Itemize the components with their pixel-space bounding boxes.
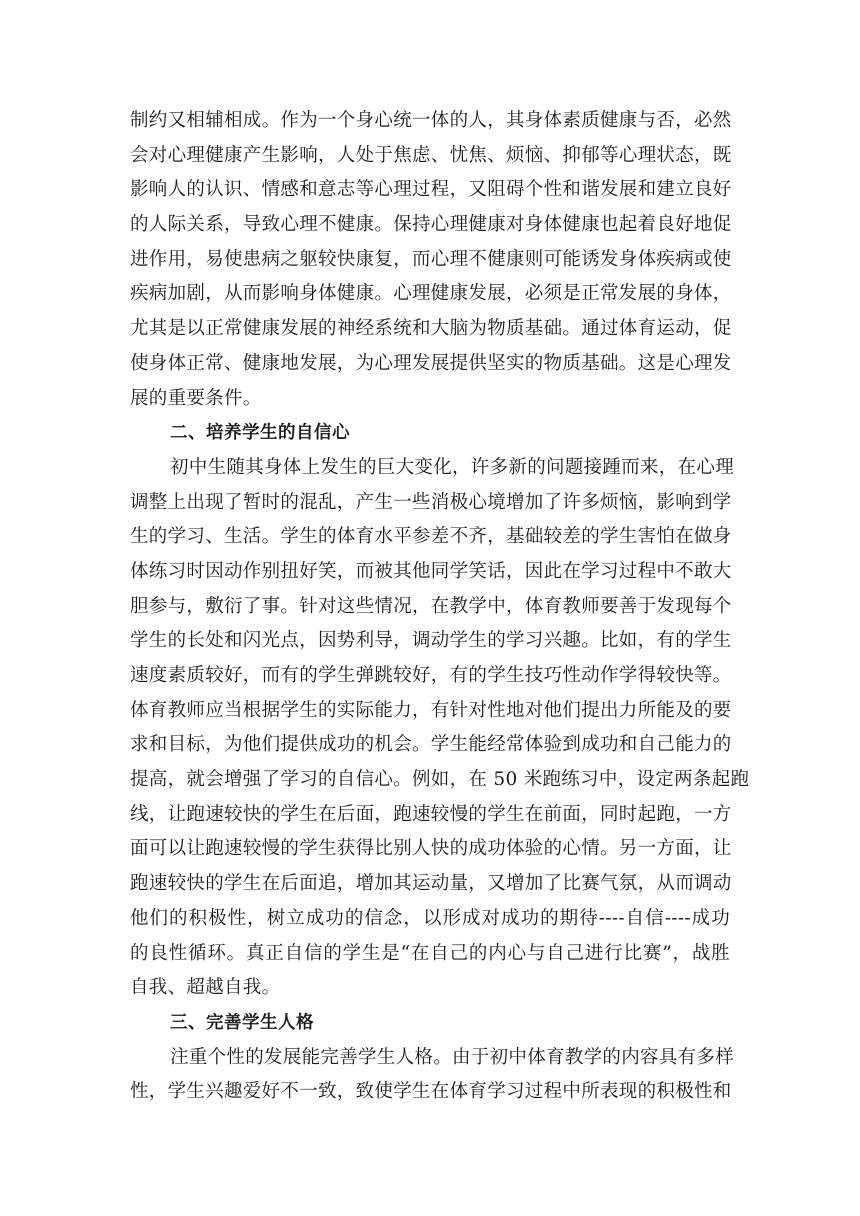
- text-line: 生的学习、生活。学生的体育水平参差不齐，基础较差的学生害怕在做身: [130, 526, 732, 548]
- text-line: 线，让跑速较快的学生在后面，跑速较慢的学生在前面，同时起跑，一方: [130, 803, 732, 825]
- text-line: 提高，就会增强了学习的自信心。例如，在 50 米跑练习中，设定两条起跑: [130, 769, 750, 791]
- text-line: 疾病加剧，从而影响身体健康。心理健康发展，必须是正常发展的身体，: [130, 283, 732, 305]
- text-line: 展的重要条件。: [130, 387, 262, 409]
- text-line: 的良性循环。真正自信的学生是“在自己的内心与自己进行比赛”，战胜: [130, 942, 730, 964]
- text-line: 制约又相辅相成。作为一个身心统一体的人，其身体素质健康与否，必然: [130, 110, 732, 131]
- text-line: 面可以让跑速较慢的学生获得比别人快的成功体验的心情。另一方面，让: [130, 838, 732, 860]
- text-line: 性，学生兴趣爱好不一致，致使学生在体育学习过程中所表现的积极性和: [130, 1081, 732, 1103]
- text-line: 进作用，易使患病之躯较快康复，而心理不健康则可能诱发身体疾病或使: [130, 248, 732, 270]
- text-line: 自我、超越自我。: [130, 977, 281, 999]
- text-line: 跑速较快的学生在后面追，增加其运动量，又增加了比赛气氛，从而调动: [130, 873, 732, 895]
- text-line: 会对心理健康产生影响，人处于焦虑、忧焦、烦恼、抑郁等心理状态，既: [130, 144, 732, 166]
- paragraph-personality: [130, 1041, 735, 1110]
- text-line: 学生的长处和闪光点，因势利导，调动学生的学习兴趣。比如，有的学生: [130, 630, 732, 652]
- text-line: 初中生随其身体上发生的巨大变化，许多新的问题接踵而来，在心理: [170, 456, 735, 478]
- text-line: 尤其是以正常健康发展的神经系统和大脑为物质基础。通过体育运动，促: [130, 318, 732, 340]
- paragraph-confidence: [130, 451, 750, 1006]
- text-line: 调整上出现了暂时的混乱，产生一些消极心境增加了许多烦恼，影响到学: [130, 491, 732, 513]
- section-heading-personality: 三、完善学生人格: [170, 1012, 314, 1033]
- text-line: 使身体正常、健康地发展，为心理发展提供坚实的物质基础。这是心理发: [130, 352, 732, 374]
- text-line: 他们的积极性，树立成功的信念，以形成对成功的期待----自信----成功: [130, 907, 730, 929]
- section-heading-confidence: 二、培养学生的自信心: [170, 423, 350, 444]
- text-line: 体练习时因动作别扭好笑，而被其他同学笑话，因此在学习过程中不敢大: [130, 560, 732, 582]
- paragraph-mind-body: [130, 104, 730, 416]
- text-line: 体育教师应当根据学生的实际能力，有针对性地对他们提出力所能及的要: [130, 699, 732, 721]
- text-line: 影响人的认识、情感和意志等心理过程，又阻碍个性和谐发展和建立良好: [130, 179, 732, 201]
- document-page: [130, 104, 750, 1110]
- text-line: 胆参与，敷衍了事。针对这些情况，在教学中，体育教师要善于发现每个: [130, 595, 732, 617]
- text-line: 注重个性的发展能完善学生人格。由于初中体育教学的内容具有多样: [170, 1046, 735, 1068]
- text-line: 求和目标，为他们提供成功的机会。学生能经常体验到成功和自己能力的: [130, 734, 732, 756]
- text-line: 速度素质较好，而有的学生弹跳较好，有的学生技巧性动作学得较快等。: [130, 665, 732, 686]
- text-line: 的人际关系，导致心理不健康。保持心理健康对身体健康也起着良好地促: [130, 214, 732, 236]
